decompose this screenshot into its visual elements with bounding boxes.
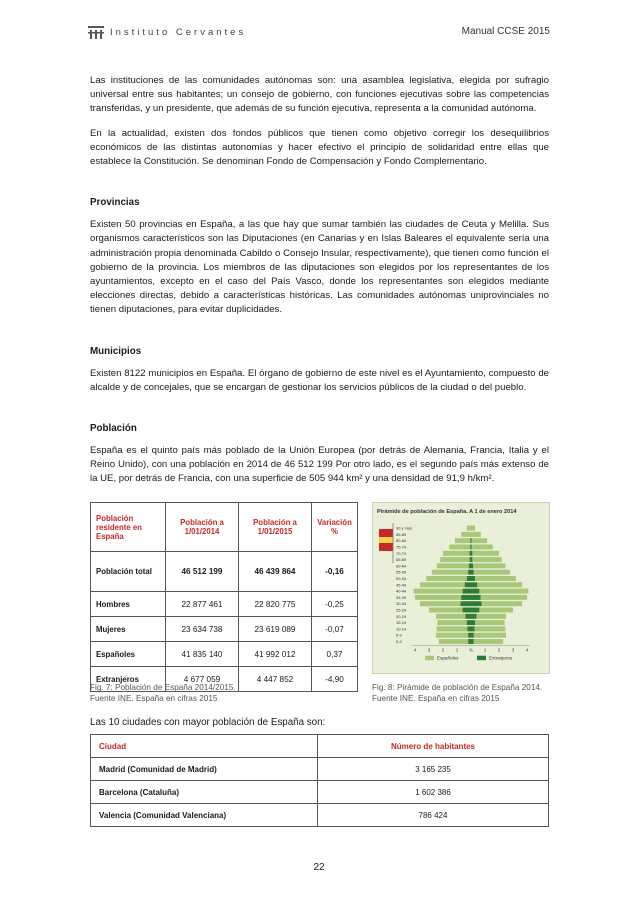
row-label: Mujeres [91,617,166,642]
table-row [91,781,549,804]
bar-espanoles-right [475,626,506,631]
bar-extranjeros-right [471,608,479,613]
bar-extranjeros-right [471,639,474,644]
bar-espanoles-left [437,620,466,625]
bar-extranjeros-right [471,538,472,543]
age-group-label: 60-64 [396,563,407,569]
bar-espanoles-left [461,532,471,537]
table-row [91,758,549,781]
cell-2015: 41 992 012 [239,642,312,667]
axis-tick-label: 4 [525,647,529,653]
cell-variacion: -0,25 [312,592,358,617]
bar-extranjeros-left [469,563,471,568]
age-group-label: 25-29 [396,607,407,613]
age-group-label: 30-34 [396,601,407,607]
bar-extranjeros-right [471,601,482,606]
bar-espanoles-right [481,595,527,600]
cell-variacion: -0,16 [312,552,358,592]
bar-espanoles-left [455,538,470,543]
bar-espanoles-right [479,608,513,613]
bar-extranjeros-right [471,557,472,562]
fig8-caption-line1: Fig. 8: Pirámide de población de España 2014. [372,683,543,692]
header-variacion: Variación % [312,503,358,552]
bar-extranjeros-right [471,589,479,594]
bar-espanoles-right [475,576,516,581]
cell-variacion: -0,07 [312,617,358,642]
bar-extranjeros-left [470,538,471,543]
bar-extranjeros-right [471,576,475,581]
instituto-cervantes-logo [88,26,246,39]
age-group-label: 45-49 [396,582,407,588]
bar-espanoles-right [474,570,510,575]
bar-extranjeros-right [471,633,474,638]
row-label: Hombres [91,592,166,617]
cervantes-logo-icon [88,26,104,39]
bar-espanoles-left [436,633,468,638]
cities-table-header [91,735,549,758]
table-row [91,552,358,592]
table-row [91,642,358,667]
paragraph-municipios: Existen 8122 municipios en España. El órgano de gobierno de este nivel es el Ayuntamiento, compuesto de alcalde y de concejales, que se encargan de gestionar los servicios públicos de la ciudad o del pueblo. [90,367,549,393]
age-group-label: 35-39 [396,594,407,600]
cell-2014: 41 835 140 [166,642,239,667]
bar-extranjeros-left [463,608,471,613]
paragraph-poblacion: España es el quinto país más poblado de la Unión Europea (por detrás de Alemania, Francia, Italia y el Reino Unido), con una población en 2014 de 46 512 199 Por otro lado, es el segundo país más extenso de la UE, por detrás de Francia, con una superficie de 505 944 km² y una densidad de 91,9 h/km². [90,445,549,485]
bar-espanoles-right [475,620,504,625]
bar-espanoles-right [472,545,493,550]
age-group-label: 15-19 [396,620,407,626]
bar-espanoles-right [482,601,523,606]
age-group-label: 50-54 [396,576,407,581]
paragraph-fondos: En la actualidad, existen dos fondos públicos que tienen como objetivo corregir los desequilibrios económicos de las distintas autonomías y hacer efectivo el principio de solidaridad entre ellas que establece la Constitución. Se denominan Fondo de Compensación y Fondo Complementario. [90,127,549,168]
bar-espanoles-left [467,526,471,531]
cell-variacion: 0,37 [312,642,358,667]
table-row [91,617,358,642]
age-group-label: 10-14 [396,626,407,632]
bar-extranjeros-left [470,545,471,550]
bar-espanoles-left [436,614,465,619]
city-population: 3 165 235 [318,758,549,781]
bar-extranjeros-left [470,551,471,556]
bar-extranjeros-right [471,570,474,575]
page-number: 22 [313,862,325,873]
fig7-caption [90,683,236,704]
bar-espanoles-right [471,532,481,537]
bar-espanoles-right [472,538,487,543]
page-header [88,26,550,42]
age-group-label: 5-9 [396,632,402,638]
bar-espanoles-left [414,589,463,594]
cell-2015: 23 619 089 [239,617,312,642]
header-habitantes: Número de habitantes [318,735,549,758]
population-pyramid [372,502,550,674]
bar-extranjeros-right [471,582,477,587]
org-name: Instituto Cervantes [110,27,247,38]
city-name: Madrid (Comunidad de Madrid) [91,758,318,781]
age-group-label: 65-69 [396,557,407,563]
bar-extranjeros-right [471,563,473,568]
age-group-label: 55-59 [396,569,407,575]
bar-espanoles-right [474,639,503,644]
bar-extranjeros-right [471,620,475,625]
legend-swatch-espanoles [425,656,434,661]
paragraph-instituciones: Las instituciones de las comunidades autónomas son: una asamblea legislativa, elegida por sufragio universal entre sus habitantes; un consejo de gobierno, con funciones ejecutivas sobre las competencias transferidas, y un presidente, que además de su función ejecutiva, representa a la comunidad autónoma. [90,75,549,115]
bar-extranjeros-left [467,576,471,581]
age-group-label: 0-4 [396,639,402,644]
bar-extranjeros-left [468,639,471,644]
cell-2015: 22 820 775 [239,592,312,617]
main-content [90,74,549,487]
flag-stripe-icon [379,537,393,543]
bar-extranjeros-right [471,626,475,631]
bar-espanoles-left [439,639,468,644]
cell-2014: 22 877 461 [166,592,239,617]
population-pyramid-chart [373,503,549,673]
row-label: Españoles [91,642,166,667]
bar-extranjeros-right [471,614,477,619]
bar-extranjeros-left [465,582,471,587]
bar-espanoles-left [443,551,470,556]
age-group-label: 75-79 [396,544,407,550]
bar-espanoles-right [474,633,506,638]
cell-2014: 23 634 738 [166,617,239,642]
cell-2014: 4 677 059 [166,667,239,692]
bar-extranjeros-left [468,626,472,631]
fig8-caption [372,683,542,704]
population-table-header [91,503,358,552]
axis-tick-label: 3 [427,647,431,653]
header-poblacion-2015: Población a 1/01/2015 [239,503,312,552]
axis-tick-label: 2 [497,647,501,653]
cell-2015: 4 447 852 [239,667,312,692]
cell-2015: 46 439 864 [239,552,312,592]
bar-extranjeros-left [465,614,471,619]
cities-title: Las 10 ciudades con mayor población de España son: [90,717,326,728]
bar-espanoles-left [437,626,468,631]
bar-extranjeros-left [468,570,471,575]
legend-label-extranjeros: Extranjeros [489,655,513,661]
city-population: 786 424 [318,804,549,827]
age-group-label: 85-89 [396,531,407,537]
bar-extranjeros-left [463,589,471,594]
bar-espanoles-left [420,582,465,587]
paragraph-provincias: Existen 50 provincias en España, a las que hay que sumar también las ciudades de Ceuta y Melilla. Sus organismos característicos son las Diputaciones (en Canarias y en Islas Baleares el equivalente sería una administración propia denominada Cabildo o Consejo Insular, respectivamente), que tienen como función el gobierno de la provincia. Los miembros de las diputaciones son elegidos por los representantes de los ayuntamientos, excepto en el caso del País Vasco, donde los representantes son elegidos mediante elecciones directas, debido a características históricas. Las comunidades autónomas uniprovinciales no tienen diputaciones, para evitar duplicidades. [90,219,549,316]
cell-variacion: -4,90 [312,667,358,692]
fig7-caption-line1: Fig. 7: Población de España 2014/2015. [90,683,236,692]
bar-espanoles-right [479,589,528,594]
header-poblacion-residente: Población residente en España [91,503,166,552]
bar-espanoles-left [449,545,470,550]
bar-extranjeros-left [468,633,471,638]
bar-extranjeros-left [461,601,472,606]
age-group-label: 90 y más [396,525,413,531]
bar-espanoles-left [429,608,463,613]
population-table [90,502,358,692]
bar-extranjeros-left [467,620,471,625]
axis-tick-label: 2 [441,647,445,653]
pyramid-title: Pirámide de población de España. A 1 de enero 2014 [377,509,517,515]
bar-espanoles-left [437,563,469,568]
bar-espanoles-left [415,595,461,600]
age-group-label: 20-24 [396,613,407,619]
city-name: Valencia (Comunidad Valenciana) [91,804,318,827]
legend-label-espanoles: Españoles [437,655,459,661]
legend-swatch-extranjeros [477,656,486,661]
bar-espanoles-left [420,601,461,606]
axis-tick-label: 3 [511,647,515,653]
bar-espanoles-left [432,570,468,575]
bar-espanoles-right [472,557,501,562]
cities-table [90,734,549,827]
manual-title: Manual CCSE 2015 [461,26,550,37]
city-name: Barcelona (Cataluña) [91,781,318,804]
bar-espanoles-right [477,614,506,619]
bar-espanoles-right [473,563,505,568]
bar-extranjeros-right [471,551,472,556]
axis-tick-label: 1 [483,647,487,653]
fig8-caption-line2: Fuente INE. España en cifras 2015 [372,693,500,703]
city-population: 1 602 386 [318,781,549,804]
age-group-label: 80-84 [396,538,407,544]
table-row [91,592,358,617]
header-poblacion-2014: Población a 1/01/2014 [166,503,239,552]
bar-espanoles-right [472,551,499,556]
axis-tick-label: 4 [413,647,417,653]
bar-extranjeros-left [461,595,471,600]
table-row [91,804,549,827]
bar-extranjeros-right [471,595,481,600]
bar-espanoles-left [440,557,469,562]
bar-espanoles-right [477,582,522,587]
row-label: Población total [91,552,166,592]
bar-espanoles-left [426,576,467,581]
heading-municipios: Municipios [90,345,142,357]
row-label: Extranjeros [91,667,166,692]
axis-tick-label: 1 [455,647,459,653]
cell-2014: 46 512 199 [166,552,239,592]
bar-extranjeros-left [470,557,471,562]
bar-espanoles-right [471,526,475,531]
fig7-caption-line2: Fuente INE. España en cifras 2015 [90,693,218,703]
age-group-label: 70-74 [396,550,407,556]
age-group-label: 40-44 [396,588,407,594]
heading-poblacion: Población [90,423,137,435]
header-ciudad: Ciudad [91,735,318,758]
axis-tick-label: % [469,647,473,653]
bar-extranjeros-right [471,545,472,550]
heading-provincias: Provincias [90,197,140,209]
